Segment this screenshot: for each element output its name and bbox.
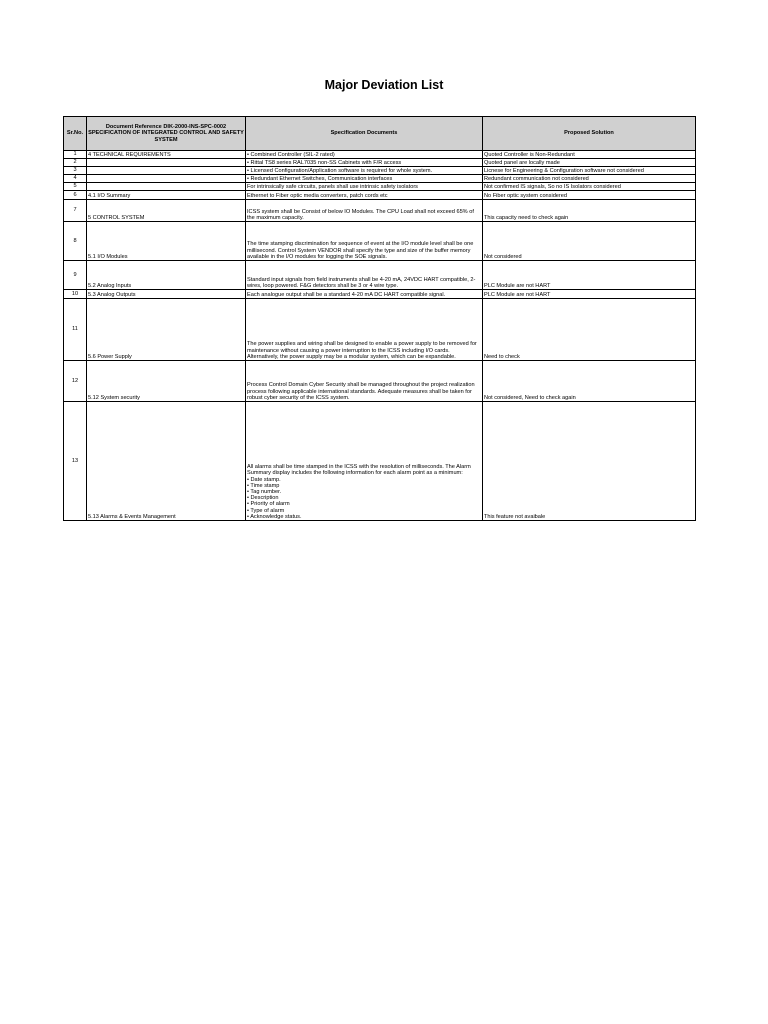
- document-reference-cell: 5.13 Alarms & Events Management: [87, 402, 246, 521]
- proposed-solution-cell: Redundant communication not considered: [483, 175, 696, 183]
- document-reference-cell: 4 TECHNICAL REQUIREMENTS: [87, 151, 246, 159]
- table-row: [64, 175, 696, 183]
- table-row: [64, 261, 696, 290]
- deviation-table: [63, 116, 696, 521]
- proposed-solution-cell: Not considered: [483, 222, 696, 261]
- specification-cell: The time stamping discrimination for sequence of event at the I/O module level shall be one millisecond. Control System VENDOR shall specify the type and size of the buffer memory available in the I/O modules for logging the SOE signals.: [246, 222, 483, 261]
- table-row: [64, 200, 696, 222]
- table-row: [64, 183, 696, 191]
- sr-no-cell: 3: [64, 167, 87, 175]
- table-row: [64, 191, 696, 200]
- document-reference-cell: 5 CONTROL SYSTEM: [87, 200, 246, 222]
- sr-no-cell: 5: [64, 183, 87, 191]
- table-row: [64, 151, 696, 159]
- sr-no-cell: 2: [64, 159, 87, 167]
- sr-no-cell: 10: [64, 290, 87, 299]
- sr-no-cell: 13: [64, 402, 87, 521]
- specification-cell: The power supplies and wiring shall be designed to enable a power supply to be removed for maintenance without causing a power interruption to the ICSS including I/O cards. Alternatively, the power supply may be a modular system, which can be expandable.: [246, 299, 483, 361]
- document-reference-cell: 4.1 I/O Summary: [87, 191, 246, 200]
- document-reference-cell: [87, 183, 246, 191]
- table-row: [64, 299, 696, 361]
- specification-cell: • Rittal TS8 series RAL7035 non-SS Cabinets with F/R access: [246, 159, 483, 167]
- proposed-solution-cell: PLC Module are not HART: [483, 290, 696, 299]
- sr-no-cell: 8: [64, 222, 87, 261]
- sr-no-cell: 11: [64, 299, 87, 361]
- sr-no-cell: 7: [64, 200, 87, 222]
- header-row: [64, 117, 696, 151]
- proposed-solution-cell: Need to check: [483, 299, 696, 361]
- specification-cell: Standard input signals from field instruments shall be 4-20 mA, 24VDC HART compatible, 2-wires, loop powered. F&G detectors shall be 3 or 4 wire type.: [246, 261, 483, 290]
- page-title: Major Deviation List: [324, 78, 444, 92]
- specification-cell: All alarms shall be time stamped in the ICSS with the resolution of milliseconds. The Alarm Summary display includes the following information for each alarm point as a minimum: • Date stamp. • Time stamp • Tag number. • Description • Priority of alarm • Type of alarm • Acknowledge status.: [246, 402, 483, 521]
- proposed-solution-cell: Not considered, Need to check again: [483, 361, 696, 402]
- proposed-solution-cell: Quoted Controller is Non-Redundant: [483, 151, 696, 159]
- table-row: [64, 167, 696, 175]
- document-reference-cell: 5.12 System security: [87, 361, 246, 402]
- sr-no-cell: 1: [64, 151, 87, 159]
- document-reference-cell: 5.6 Power Supply: [87, 299, 246, 361]
- proposed-solution-cell: This feature not avaibale: [483, 402, 696, 521]
- specification-cell: • Licensed Configuration/Application software is required for whole system.: [246, 167, 483, 175]
- table-row: [64, 159, 696, 167]
- document-reference-cell: 5.3 Analog Outputs: [87, 290, 246, 299]
- proposed-solution-cell: PLC Module are not HART: [483, 261, 696, 290]
- document-reference-cell: [87, 159, 246, 167]
- specification-cell: • Redundant Ethernet Switches, Communication interfaces: [246, 175, 483, 183]
- table-row: [64, 222, 696, 261]
- document-reference-cell: [87, 175, 246, 183]
- sr-no-cell: 12: [64, 361, 87, 402]
- header-specification-documents: Specification Documents: [246, 117, 483, 151]
- proposed-solution-cell: Not confirmed IS signals, So no IS Isolators considered: [483, 183, 696, 191]
- specification-cell: Ethernet to Fiber optic media converters, patch cords etc: [246, 191, 483, 200]
- proposed-solution-cell: No Fiber optic system considered: [483, 191, 696, 200]
- header-document-reference: Document Reference DIK-2000-INS-SPC-0002 SPECIFICATION OF INTEGRATED CONTROL AND SAFETY SYSTEM: [87, 117, 246, 151]
- sr-no-cell: 9: [64, 261, 87, 290]
- proposed-solution-cell: This capacity need to check again: [483, 200, 696, 222]
- specification-cell: ICSS system shall be Consist of below IO Modules. The CPU Load shall not exceed 65% of the maximum capacity.: [246, 200, 483, 222]
- document-reference-cell: [87, 167, 246, 175]
- proposed-solution-cell: Quoted panel are locally made: [483, 159, 696, 167]
- table-row: [64, 361, 696, 402]
- sr-no-cell: 4: [64, 175, 87, 183]
- document-reference-cell: 5.1 I/O Modules: [87, 222, 246, 261]
- specification-cell: Each analogue output shall be a standard 4-20 mA DC HART compatible signal.: [246, 290, 483, 299]
- specification-cell: • Combined Controller (SIL-2 rated): [246, 151, 483, 159]
- header-sr-no: Sr.No.: [64, 117, 87, 151]
- sr-no-cell: 6: [64, 191, 87, 200]
- proposed-solution-cell: Licnese for Engineering & Configuration software not considered: [483, 167, 696, 175]
- specification-cell: Process Control Domain Cyber Security shall be managed throughout the project realization process following applicable international standards. Adequate measures shall be taken for robust cyber security of the ICSS system.: [246, 361, 483, 402]
- table-row: [64, 290, 696, 299]
- specification-cell: For intrinsically safe circuits, panels shall use intrinsic safety isolators: [246, 183, 483, 191]
- document-reference-cell: 5.2 Analog Inputs: [87, 261, 246, 290]
- table-row: [64, 402, 696, 521]
- header-proposed-solution: Proposed Solution: [483, 117, 696, 151]
